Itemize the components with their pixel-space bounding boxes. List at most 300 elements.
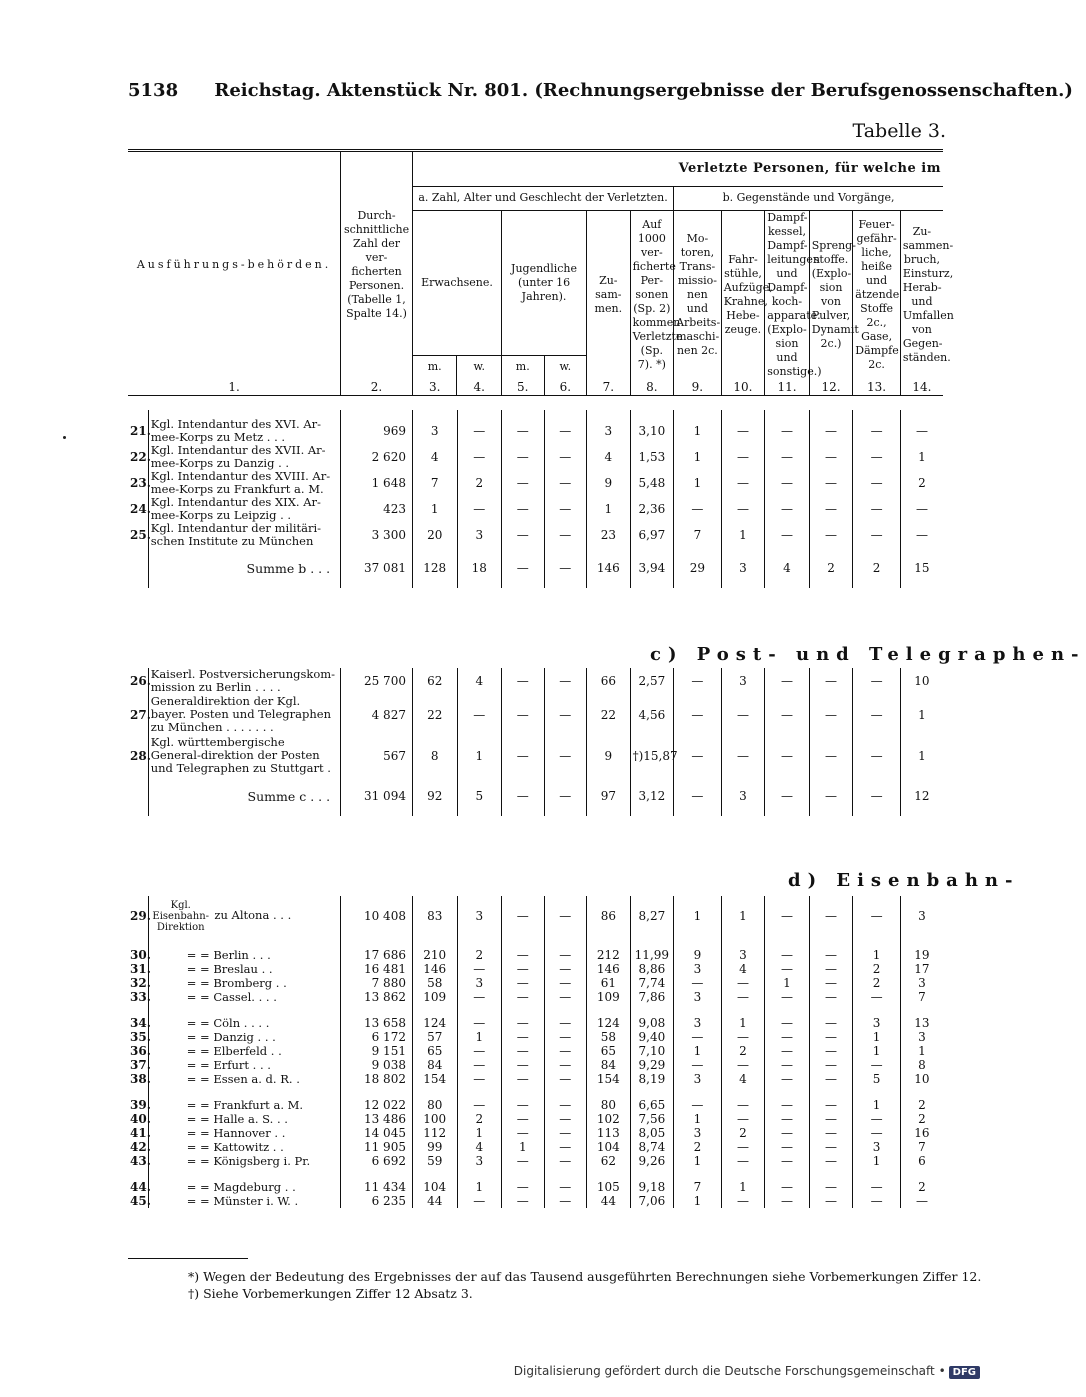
spacer-cell	[341, 1004, 413, 1016]
cell-value: 3	[721, 668, 765, 694]
cell-value: 2	[721, 1044, 765, 1058]
cell-value: 4 827	[341, 694, 413, 735]
cell-value: 2,36	[630, 496, 674, 522]
cell-value: 11,99	[630, 948, 674, 962]
table-row	[128, 418, 943, 444]
row-number: 25.	[130, 528, 151, 542]
sum-label: Summe c . . .	[148, 776, 340, 816]
cell-value: —	[853, 1180, 901, 1194]
cell-value: 84	[412, 1058, 457, 1072]
cell-value: —	[721, 1154, 765, 1168]
cell-value: —	[457, 1072, 502, 1086]
cell-value: 6,97	[630, 522, 674, 548]
cell-value: —	[457, 962, 502, 976]
cell-value: 9 038	[341, 1058, 413, 1072]
cell-value: —	[544, 1180, 587, 1194]
table-row	[128, 896, 943, 936]
cell-value: 99	[412, 1140, 457, 1154]
row-number: 41.	[130, 1126, 151, 1140]
cell-value: —	[502, 668, 545, 694]
spacer-cell	[457, 410, 502, 418]
cell-value: —	[721, 976, 765, 990]
cell-value: 62	[587, 1154, 631, 1168]
cell-value: —	[900, 418, 943, 444]
cell-value: —	[765, 522, 810, 548]
cell-value: —	[900, 1194, 943, 1208]
cell-value: 7	[674, 1180, 722, 1194]
column-number: 12.	[809, 379, 853, 396]
cell-value: 3	[412, 418, 457, 444]
cell-value: —	[457, 694, 502, 735]
row-label	[148, 1030, 340, 1044]
cell-value: 7	[412, 470, 457, 496]
sum-value: —	[502, 776, 545, 816]
railway-location: = = Königsberg i. Pr.	[186, 1153, 311, 1168]
spacer-cell	[544, 410, 587, 418]
row-number: 21.	[130, 424, 151, 438]
cell-value: 11 434	[341, 1180, 413, 1194]
row-number: 37.	[130, 1058, 151, 1072]
column-number: 5.	[502, 379, 545, 396]
cell-value: 9	[674, 948, 722, 962]
sum-value: 3	[721, 548, 765, 588]
collapse-header: Zu-sammen-bruch, Einsturz, Herab-und Umfallen von Gegen-ständen.	[900, 210, 943, 379]
row-label	[148, 1112, 340, 1126]
cell-value: —	[853, 418, 901, 444]
spacer-cell	[900, 1004, 943, 1016]
column-number: 7.	[587, 379, 631, 396]
column-number-row	[128, 379, 943, 396]
section-d-table	[128, 896, 943, 1208]
cell-value: 6 692	[341, 1154, 413, 1168]
table-row	[128, 1126, 943, 1140]
cell-value: 2	[457, 1112, 502, 1126]
cell-value: 58	[412, 976, 457, 990]
cell-value: 1	[457, 1126, 502, 1140]
sum-value: 2	[853, 548, 901, 588]
cell-value: —	[544, 522, 587, 548]
spacer-cell	[721, 1004, 765, 1016]
cell-value: 6 235	[341, 1194, 413, 1208]
spacer-cell	[544, 936, 587, 948]
row-number: 42.	[130, 1140, 151, 1154]
row-number: 26.	[130, 674, 151, 688]
cell-value: —	[457, 1016, 502, 1030]
cell-value: 4	[721, 962, 765, 976]
spacer-cell	[412, 1004, 457, 1016]
column-number: 9.	[674, 379, 722, 396]
cell-value: —	[721, 1112, 765, 1126]
adults-header: Erwachsene.	[412, 210, 501, 356]
cell-value: —	[853, 522, 901, 548]
cell-value: 86	[587, 896, 631, 936]
cell-value: 65	[412, 1044, 457, 1058]
youths-m: m.	[502, 356, 545, 379]
spacer-cell	[765, 1168, 810, 1180]
spacer-cell	[721, 410, 765, 418]
row-number	[128, 548, 148, 588]
cell-value: 124	[412, 1016, 457, 1030]
cell-value: 2	[900, 470, 943, 496]
cell-value: —	[809, 896, 853, 936]
cell-value: —	[502, 1058, 545, 1072]
cell-value: 154	[412, 1072, 457, 1086]
cell-value: 146	[587, 962, 631, 976]
spacer-cell	[587, 1168, 631, 1180]
cell-value: —	[544, 1140, 587, 1154]
spacer-cell	[721, 936, 765, 948]
spacer-cell	[630, 1086, 674, 1098]
cell-value: 1	[900, 735, 943, 776]
cell-value: 80	[587, 1098, 631, 1112]
sum-value: 146	[587, 548, 631, 588]
cell-value: —	[765, 1016, 810, 1030]
cell-value: —	[765, 1044, 810, 1058]
cell-value: 22	[587, 694, 631, 735]
cell-value: 84	[587, 1058, 631, 1072]
cell-value: —	[502, 1044, 545, 1058]
cell-value: —	[809, 962, 853, 976]
cell-value: —	[674, 668, 722, 694]
cell-value: 11 905	[341, 1140, 413, 1154]
cell-value: —	[721, 990, 765, 1004]
cell-value: —	[502, 962, 545, 976]
row-number: 23.	[130, 476, 151, 490]
cell-value: —	[853, 1112, 901, 1126]
sum-value: —	[544, 776, 587, 816]
row-label	[148, 1044, 340, 1058]
cell-value: —	[674, 1058, 722, 1072]
cell-value: —	[502, 990, 545, 1004]
row-number: 36.	[130, 1044, 151, 1058]
cell-value: —	[544, 1112, 587, 1126]
cell-value: —	[853, 496, 901, 522]
row-label: Generaldirektion der Kgl. bayer. Posten und Telegraphen zu München . . . . . . .	[148, 694, 340, 735]
cell-value: —	[502, 896, 545, 936]
cell-value: —	[457, 1058, 502, 1072]
cell-value: —	[900, 496, 943, 522]
row-number: 45.	[130, 1194, 151, 1208]
cell-value: 22	[412, 694, 457, 735]
cell-value: 62	[412, 668, 457, 694]
cell-value: 44	[587, 1194, 631, 1208]
top-caption: Verletzte Personen, für welche im	[412, 152, 943, 186]
cell-value: —	[809, 418, 853, 444]
cell-value: 65	[587, 1044, 631, 1058]
cell-value: 3	[900, 1030, 943, 1044]
sum-row	[128, 548, 943, 588]
row-number: 30.	[130, 948, 151, 962]
spacer-cell	[853, 1168, 901, 1180]
row-label	[148, 896, 340, 936]
spacer-cell	[457, 1086, 502, 1098]
row-number: 38.	[130, 1072, 151, 1086]
spacer-cell	[809, 936, 853, 948]
cell-value: —	[502, 1072, 545, 1086]
row-number: 43.	[130, 1154, 151, 1168]
sum-value: 37 081	[341, 548, 413, 588]
spacer-cell	[674, 1168, 722, 1180]
cell-value: —	[721, 694, 765, 735]
sum-value: —	[853, 776, 901, 816]
cell-value: —	[544, 896, 587, 936]
cell-value: —	[674, 735, 722, 776]
cell-value: 13 658	[341, 1016, 413, 1030]
cell-value: —	[765, 948, 810, 962]
cell-value: 20	[412, 522, 457, 548]
cell-value: 61	[587, 976, 631, 990]
cell-value: 3	[674, 990, 722, 1004]
spacer-cell	[630, 1004, 674, 1016]
cell-value: —	[765, 1126, 810, 1140]
cell-value: —	[765, 1154, 810, 1168]
sum-value: 4	[765, 548, 810, 588]
sum-value: —	[502, 548, 545, 588]
cell-value: —	[809, 1098, 853, 1112]
spacer-row	[128, 1004, 943, 1016]
sum-value: —	[674, 776, 722, 816]
cell-value: 1	[587, 496, 631, 522]
cell-value: —	[721, 470, 765, 496]
cell-value: 1	[502, 1140, 545, 1154]
spacer-cell	[809, 1168, 853, 1180]
spacer-cell	[412, 410, 457, 418]
table-row	[128, 962, 943, 976]
cell-value: 2 620	[341, 444, 413, 470]
cell-value: —	[544, 496, 587, 522]
spacer-cell	[853, 1086, 901, 1098]
cell-value: 3	[900, 896, 943, 936]
cell-value: 3	[457, 522, 502, 548]
spacer-cell	[128, 1086, 148, 1098]
table-row	[128, 496, 943, 522]
cell-value: 9,40	[630, 1030, 674, 1044]
cell-value: 109	[412, 990, 457, 1004]
group-a-header: a. Zahl, Alter und Geschlecht der Verletzten.	[412, 186, 673, 210]
spacer-cell	[630, 936, 674, 948]
cell-value: —	[765, 694, 810, 735]
cell-value: —	[809, 1126, 853, 1140]
cell-value: 4	[412, 444, 457, 470]
cell-value: 7	[674, 522, 722, 548]
cell-value: —	[853, 735, 901, 776]
sum-label: Summe b . . .	[148, 548, 340, 588]
cell-value: 113	[587, 1126, 631, 1140]
cell-value: 1	[853, 1030, 901, 1044]
column-number: 10.	[721, 379, 765, 396]
cell-value: 1	[853, 948, 901, 962]
spacer-cell	[544, 1004, 587, 1016]
section-d-title: d) Eisenbahn-	[788, 870, 1020, 891]
row-label	[148, 1194, 340, 1208]
cell-value: —	[809, 976, 853, 990]
cell-value: 423	[341, 496, 413, 522]
cell-value: —	[765, 896, 810, 936]
spacer-cell	[341, 1086, 413, 1098]
spacer-cell	[502, 1086, 545, 1098]
spacer-cell	[148, 1004, 340, 1016]
column-number: 6.	[544, 379, 587, 396]
cell-value: 124	[587, 1016, 631, 1030]
cell-value: 7,10	[630, 1044, 674, 1058]
sum-value: 29	[674, 548, 722, 588]
youths-header: Jugendliche (unter 16 Jahren).	[502, 210, 587, 356]
footnote-rule	[128, 1258, 248, 1259]
cell-value: 2	[900, 1098, 943, 1112]
row-number: 28.	[130, 748, 151, 763]
cell-value: 9	[587, 735, 631, 776]
spacer-cell	[587, 1086, 631, 1098]
cell-value: 1	[674, 444, 722, 470]
table-row	[128, 470, 943, 496]
cell-value: 210	[412, 948, 457, 962]
row-label: Kgl. Intendantur der militäri-schen Institute zu München	[148, 522, 340, 548]
spacer-cell	[341, 1168, 413, 1180]
spacer-cell	[128, 1004, 148, 1016]
table-row	[128, 1194, 943, 1208]
cell-value: 8,27	[630, 896, 674, 936]
spacer-row	[128, 1086, 943, 1098]
dfg-credit-text: Digitalisierung gefördert durch die Deutsche Forschungsgemeinschaft •	[513, 1364, 946, 1378]
row-number: 33.	[130, 990, 151, 1004]
column-number: 14.	[900, 379, 943, 396]
spacer-row	[128, 936, 943, 948]
cell-value: —	[502, 1098, 545, 1112]
table-row	[128, 668, 943, 694]
cell-value: 1 648	[341, 470, 413, 496]
cell-value: 16 481	[341, 962, 413, 976]
cell-value: —	[544, 1194, 587, 1208]
cell-value: —	[544, 1126, 587, 1140]
row-number: 39.	[130, 1098, 151, 1112]
motors-header: Mo-toren, Trans-missio-nen und Arbeits-maschi-nen 2c.	[674, 210, 722, 379]
section-b-table	[128, 410, 943, 588]
spacer-cell	[544, 1086, 587, 1098]
cell-value: 16	[900, 1126, 943, 1140]
cell-value: 109	[587, 990, 631, 1004]
cell-value: 2	[900, 1112, 943, 1126]
cell-value: 8,19	[630, 1072, 674, 1086]
railway-location: = = Danzig . . .	[186, 1029, 276, 1044]
spacer-cell	[900, 410, 943, 418]
cell-value: 4	[457, 668, 502, 694]
cell-value: 10	[900, 668, 943, 694]
cell-value: —	[721, 1140, 765, 1154]
cell-value: —	[502, 1126, 545, 1140]
row-label: Kgl. Intendantur des XVI. Ar-mee-Korps zu Metz . . .	[148, 418, 340, 444]
cell-value: 1	[853, 1044, 901, 1058]
cell-value: 9,18	[630, 1180, 674, 1194]
cell-value: 3	[674, 962, 722, 976]
cell-value: —	[502, 470, 545, 496]
sum-value: 18	[457, 548, 502, 588]
column-number: 2.	[341, 379, 413, 396]
row-label	[148, 1180, 340, 1194]
cell-value: 1	[900, 694, 943, 735]
sum-value: —	[809, 776, 853, 816]
railway-location: = = Hannover . .	[186, 1125, 286, 1140]
row-number: 44.	[130, 1180, 151, 1194]
footnote-dagger: †) Siehe Vorbemerkungen Ziffer 12 Absatz 3.	[188, 1286, 473, 1301]
cell-value: —	[809, 1154, 853, 1168]
cell-value: —	[809, 522, 853, 548]
cell-value: 1	[721, 1016, 765, 1030]
spacer-cell	[457, 1168, 502, 1180]
cell-value: 6 172	[341, 1030, 413, 1044]
cell-value: —	[853, 470, 901, 496]
cell-value: 7,74	[630, 976, 674, 990]
column-number: 4.	[457, 379, 502, 396]
cell-value: 100	[412, 1112, 457, 1126]
cell-value: —	[502, 1112, 545, 1126]
railway-location: = = Bromberg . .	[186, 975, 287, 990]
cell-value: —	[765, 668, 810, 694]
cell-value: 9,26	[630, 1154, 674, 1168]
cell-value: —	[544, 1098, 587, 1112]
cell-value: 1	[853, 1098, 901, 1112]
row-label	[148, 962, 340, 976]
railway-location: = = Halle a. S. . .	[186, 1111, 288, 1126]
cell-value: 3	[587, 418, 631, 444]
cell-value: 105	[587, 1180, 631, 1194]
cell-value: 17 686	[341, 948, 413, 962]
cell-value: —	[721, 496, 765, 522]
cell-value: —	[765, 1072, 810, 1086]
cell-value: 83	[412, 896, 457, 936]
dfg-credit	[514, 1364, 980, 1379]
cell-value: 9,29	[630, 1058, 674, 1072]
cell-value: 212	[587, 948, 631, 962]
cell-value: 18 802	[341, 1072, 413, 1086]
spacer-cell	[128, 1168, 148, 1180]
cell-value: 1	[853, 1154, 901, 1168]
railway-location: = = Münster i. W. .	[186, 1193, 299, 1208]
cell-value: —	[502, 418, 545, 444]
cell-value: —	[674, 496, 722, 522]
cell-value: —	[544, 444, 587, 470]
cell-value: —	[544, 990, 587, 1004]
cell-value: —	[765, 470, 810, 496]
column-number: 13.	[853, 379, 901, 396]
cell-value: 3	[674, 1016, 722, 1030]
total-header: Zu-sam-men.	[587, 210, 631, 379]
cell-value: —	[502, 444, 545, 470]
spacer-cell	[412, 1168, 457, 1180]
column-header-table	[128, 152, 954, 396]
page-number: 5138	[128, 80, 179, 101]
cell-value: —	[765, 735, 810, 776]
cell-value: —	[544, 418, 587, 444]
footnotes	[188, 1268, 981, 1302]
cell-value: —	[544, 668, 587, 694]
spacer-cell	[587, 410, 631, 418]
row-label: Kgl. Intendantur des XIX. Ar-mee-Korps zu Leipzig . .	[148, 496, 340, 522]
adults-m: m.	[412, 356, 457, 379]
spacer-cell	[809, 1086, 853, 1098]
row-label	[148, 1098, 340, 1112]
cell-value: 66	[587, 668, 631, 694]
cell-value: 2	[457, 470, 502, 496]
adults-w: w.	[457, 356, 502, 379]
spacer-cell	[765, 410, 810, 418]
cell-value: —	[544, 1030, 587, 1044]
spacer-cell	[502, 1168, 545, 1180]
row-number: 29.	[130, 909, 151, 923]
spacer-cell	[502, 410, 545, 418]
cell-value: 112	[412, 1126, 457, 1140]
cell-value: —	[809, 694, 853, 735]
cell-value: 3	[853, 1016, 901, 1030]
